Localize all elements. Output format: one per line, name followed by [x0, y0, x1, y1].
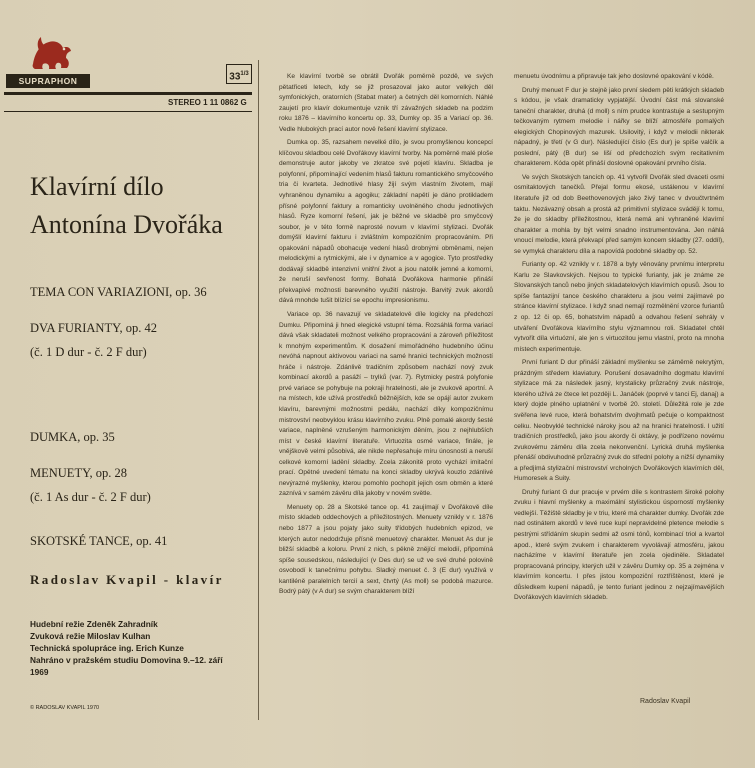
header-divider-thin — [4, 111, 252, 112]
supraphon-lion-logo-icon — [25, 34, 75, 72]
liner-notes-column-2 — [514, 72, 724, 607]
notes-paragraph: menuetu úvodnímu a připravuje tak jeho doslovné opakování v kódě. — [514, 73, 714, 80]
speed-main: 33 — [229, 71, 241, 83]
notes-paragraph: Menuety op. 28 a Skotské tance op. 41 zaujímají v Dvořákově díle místo skladeb oddechových a příležitostných. Menuety vznikly v r. 1876 nebo 1877 a jsou pojaty jako suity třídobých hudebních epizod, ve kterých autor nedodržuje přísně menuetový charakter. Menuet As dur je bližší skladbě a koloru. První z nich, s pěkně znějící melodií, připomíná spíše sousedskou, následující (v Des dur) se už ve své druhé polovině osvobodí k tanečnímu pohybu. Sladký menuet č. 3 (E dur) využívá v kantiléně paralelních tercií a sext, čtvrtý (As moll) se podobá mazurce. Bodrý pátý (v A dur) se svým charakterem blíží — [279, 503, 493, 596]
credit-line: Nahráno v pražském studiu Domovina 9.–12. září — [30, 655, 223, 665]
work-furianty-keys: (č. 1 D dur - č. 2 F dur) — [30, 345, 147, 359]
work-menuety-keys: (č. 1 As dur - č. 2 F dur) — [30, 490, 151, 504]
credit-line: 1969 — [30, 667, 49, 677]
notes-paragraph: Dumka op. 35, razsahem nevelké dílo, je svou promyšlenou koncepcí klíčovou skladbou celé Dvořákovy klavírní tvorby. Na poměrně malé ploše demonstruje autor jakoby ve zkratce své pojetí klavíru. Skladba je polyfonní, připomínající vedením hlasů fakturu romantického smyčcového tria či kvarteta. Jednotlivé hlasy žijí svým vlastním životem, mají vyhraněnou dynamiku a agogiku; základní napětí je dáno protikladem přísné polyfonní faktury a romanticky uvolněného chodu jednotlivých hlasů. Ryze komorní řešení, jak je běžné ve skladbě pro smyčcový soubor, je v této formě naprosté novum v klavírní stylizaci. Dvořák domýšlí klavírní fakturu i zvláštním kompozičním propracováním. Při opakování nápadů obohacuje vedení hlasů drobnými obměnami, nejen melodickými a rytmickými, ale i v dynamice a v agogice. Tyto prostředky dodávají skladbě intenzivní vnitřní život a jsou natolik jemné a komorní, že neruší sevřenost formy. Bohatá Dvořákova harmonie přináší překvapivé možnosti barevného využití nástroje. Barvitý zvuk akordů dává mnohde tušit blízící se epochu impresionismu. — [279, 139, 493, 305]
album-title-line2: Antonína Dvořáka — [30, 210, 223, 239]
notes-paragraph: Variace op. 36 navazují ve skladatelově díle logicky na předchozí Dumku. Připomíná ji hned elegické vstupní téma. Rozsáhlá forma variací dává však skladateli možnost velkého propracování a zároveň příležitost k mnohým experimentům. K dosažení mimořádného hudebního účinu nevóhá napnout aktivovou variaci na samé hranici technických možností hráče i nástroje. Zdánlivě tradičním způsobem nachází nový zvuk kombinací akordů a pasáží – trylků (var. 7). Rytmicky pestrá polyfonie prvé variace se pohybuje na pokraji hratelnosti, ale je zvukově aportní. A na místech, kde užívá prostředků běžnějších, kde se opájí autor zvukem klavíru, barevnými možnostmi pedálu, nachází díky kompozičnímu mistrovství neobvyklou krásu klavírního zvuku. Plně pomalé akordy šesté variace, naplněné vzrušeným harmonickým děním, jsou z nejhlubších míst v české klavírní literatuře. Virtuozita osmé variace, finále, je vnějškově velmi působivá, ale nikde nepřesahuje míru únosnosti a neruší celkové komorní ladění skladby. Zcela zákonitě proto vychází imitační prací. Opětné uvedení tématu na konci skladby ukrývá kouzlo zdánlivé nevýrazné myšlenky, kterou pomohlo pochopit jejich osm obměn a které zaznívá v samém závěru díla jakoby v novém světle. — [279, 311, 493, 498]
speed-fraction: 1/3 — [240, 71, 249, 77]
notes-paragraph: Druhý furiant G dur pracuje v prvém díle s kontrastem široké polohy zvuku i hlavní myšlenky a maximální stylistickou úsporností myšlenky vedlejší. Těžiště skladby je v triu, které má charakter dumky. Dvořák zde nad ostinátem akordů v levé ruce kupí nepravidelné pletence melodie s pestrými střídáním skupin sedmi až osmi tónů, kombinací triol a kvartol apod., které svým zvukem i charakterem vyvolávají atmosféru, jakou nacházíme v klavírní literatuře jen zcela ojediněle. Skladatel propracovaná principy, kterých užil v závěru Dumky op. 35 a zejména v klavírním koncertu. I přes jistou kompoziční roztříštěnost, které je důsledkem kupení nápadů, je tento furiant jedinou z nejzajímavějších Dvořákových klavírních skladeb. — [514, 488, 724, 602]
brand-label: SUPRAPHON — [6, 74, 90, 88]
copyright: © RADOSLAV KVAPIL 1970 — [30, 705, 100, 711]
credit-line: Hudební režie Zdeněk Zahradník — [30, 619, 158, 629]
credits — [30, 618, 235, 678]
notes-paragraph: Ke klavírní tvorbě se obrátil Dvořák poměrně pozdě, ve svých pětatřiceti letech, kdy se již prosazoval jako autor velkých děl symfonických, oratorních (Stabat mater) a četných děl komorních. Náhlé zaujetí pro klavír dokumentuje vznik tří závažných skladeb na podzim roku 1876 – klavírního koncertu op. 33, Dumky op. 35 a Variací op. 36. Vedle hlubokých prací autor nově řešení klavírní stylizace. — [279, 73, 493, 133]
notes-signature: Radoslav Kvapil — [640, 698, 691, 705]
header-divider — [4, 92, 252, 95]
column-divider — [258, 60, 259, 720]
performer: Radoslav Kvapil - klavír — [30, 572, 224, 587]
notes-paragraph: Druhý menuet F dur je stejně jako první sledem pěti krátkých skladeb s kódou, je však dramaticky vypjatější. Úvodní část má slovanské taneční charakter, druhá (d moll) s ním prudce kontrastuje a sestupným tečkovaným rytmem melodie i nářky se blíží atmosféře pomalých elegických Chopinových mazurek. Usilovitý, i když v melodii nikterak nápadný, je třetí (v G dur). Následující číslo (Es dur) je spíše valčík a poslední, pátý (B dur) se liší od předchozích svým recitativním charakterem. Kóda opět přináší doslovné opakování prvního čísla. — [514, 86, 724, 168]
notes-paragraph: Ve svých Skotských tancích op. 41 vytvořil Dvořák sled dvaceti osmi osmitaktových tanečků. Přejal formu ekosé, ustálenou v klavírní literatuře již od dob Beethovenových jako živý tanec v dvoučtvrtném taktu. Nezávazný obsah a prostá až primitivní stylizace svádějí k tomu, že je do skladby příležitostnou, která nemá ani vyhraněné klavírní charakter a mohla by být velmi snadno instrumentována. Jen náhlá vnoucí melodie, která překvapí před samým koncem skladby (27. oddíl), se vymyká charakteru díla a napovídá podobné skladby op. 52. — [514, 173, 724, 255]
work-dva-furianty: DVA FURIANTY, op. 42 — [30, 321, 157, 335]
credit-line: Zvuková režie Miloslav Kulhan — [30, 631, 151, 641]
work-dumka: DUMKA, op. 35 — [30, 430, 115, 444]
work-tema-con-variazioni: TEMA CON VARIAZIONI, op. 36 — [30, 285, 207, 299]
notes-paragraph: První furiant D dur přináší základní myšlenku se záměrně nekrytým, prázdným středem klaviatury. Porušení dosavadního dogmatu klavírní stylizace má za následek jasný, krystalicky průzračný zvuk nástroje, kterého užívá ze čtece let později L. Janáček (poprvé v tanci Ej, danaj) a který dojde plného uplatnění v tvorbě 20. století. Důležitá role je zde svěřena levé ruce, která bohatstvím dvojhmatů pečuje o kompaktnost celku. Neobvyklé technické nároky jsou až na hranici hratelnosti. I užití tradičních prostředků, jako jsou akordy či oktávy, je podřízeno novému zvukovému záměru díla zcela nekonvenční. Lyrická druhá myšlenka přenáší obdivuhodně průzračný zvuk do střední polohy a nižší dynamiky a předjímá stylizační mistrovství vrcholných Dvořákových klavírních děl, Humoresek a Suity. — [514, 359, 724, 483]
work-skotske-tance: SKOTSKÉ TANCE, op. 41 — [30, 534, 168, 548]
work-menuety: MENUETY, op. 28 — [30, 466, 127, 480]
credit-line: Technická spolupráce ing. Erich Kunze — [30, 643, 184, 653]
album-title-line1: Klavírní dílo — [30, 172, 164, 201]
notes-paragraph: Furianty op. 42 vznikly v r. 1878 a byly věnovány prvnímu interpretu Karlu ze Slavkovských. Nejsou to typické furianty, jak je známe ze Slovanských tanců nebo jiných skladatelových klavírních opusů. Jsou to spíše fantazijní tance českého charakteru a jsou velmi zajímavé po stránce klavírní stylizace. I když snad nemají rozmělnění vzorce furiantů z op. 12 či op. 65, bohatstvím nápadů a odvahou řešení sehrály v utváření Dvořákova klavírního stylu významnou roli. Skladatel chtěl vytvořit díla virtuózní, ale jen s virtuozitou jemu vlastní, proto na mnoha místech experimentuje. — [514, 261, 724, 353]
catalog-number: STEREO 1 11 0862 G — [168, 98, 247, 107]
liner-notes-column-1 — [279, 72, 493, 601]
speed-box — [226, 64, 252, 84]
